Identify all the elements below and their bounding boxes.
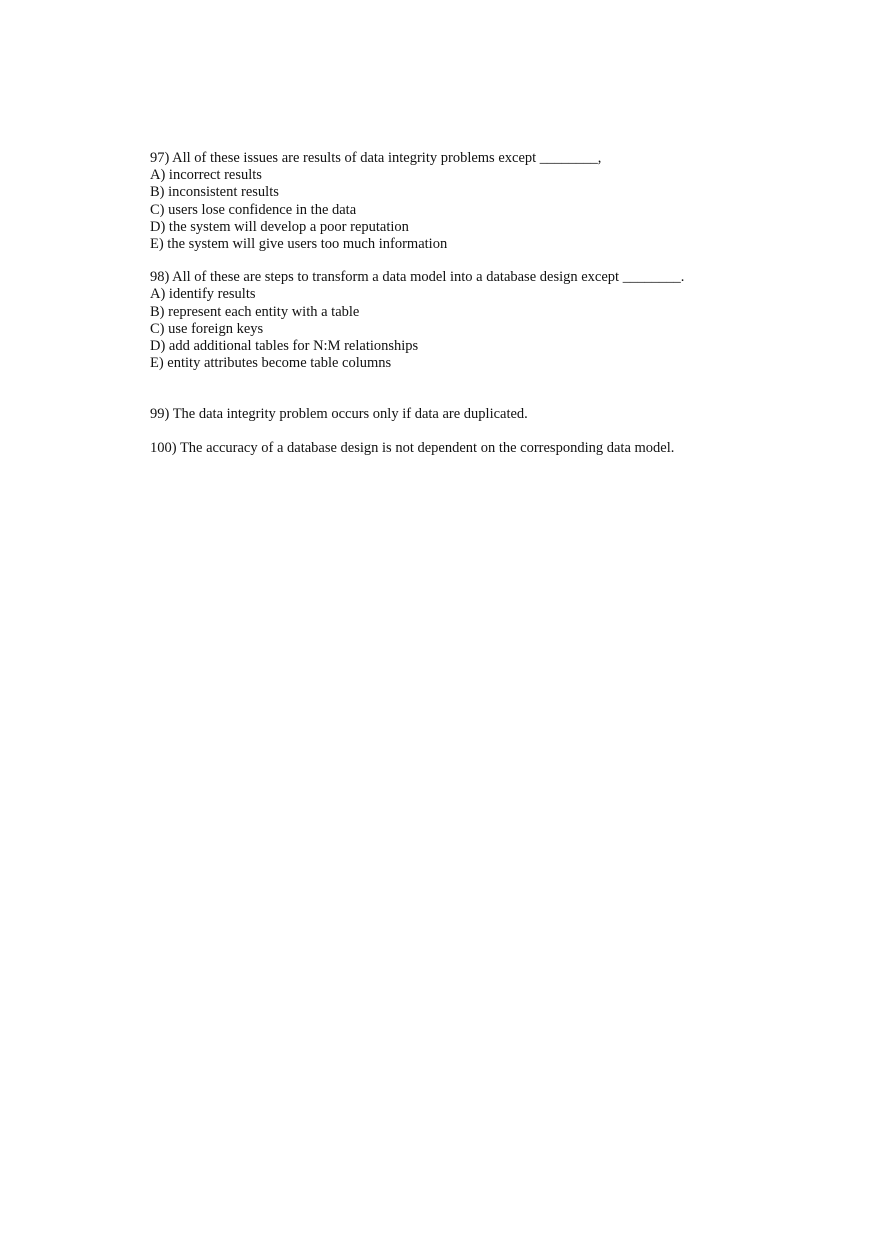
question-99 bbox=[150, 406, 830, 423]
option-a: A) incorrect results bbox=[150, 167, 262, 184]
option-d: D) add additional tables for N:M relationships bbox=[150, 338, 419, 355]
question-stem: 100) The accuracy of a database design is not dependent on the corresponding data model. bbox=[150, 439, 675, 456]
question-100 bbox=[150, 440, 830, 457]
option-d: D) the system will develop a poor reputation bbox=[150, 218, 409, 235]
option-b: B) inconsistent results bbox=[150, 184, 279, 201]
option-e: E) the system will give users too much information bbox=[150, 236, 448, 253]
question-97 bbox=[150, 150, 830, 253]
option-e: E) entity attributes become table columns bbox=[150, 355, 392, 372]
question-98 bbox=[150, 269, 830, 372]
question-stem: 97) All of these issues are results of data integrity problems except ________, bbox=[150, 150, 602, 166]
option-b: B) represent each entity with a table bbox=[150, 303, 360, 320]
option-c: C) users lose confidence in the data bbox=[150, 201, 357, 218]
option-c: C) use foreign keys bbox=[150, 320, 264, 337]
question-list bbox=[150, 150, 830, 457]
option-a: A) identify results bbox=[150, 286, 256, 303]
question-stem: 98) All of these are steps to transform a data model into a database design except ________. bbox=[150, 269, 685, 286]
question-stem: 99) The data integrity problem occurs only if data are duplicated. bbox=[150, 406, 528, 423]
